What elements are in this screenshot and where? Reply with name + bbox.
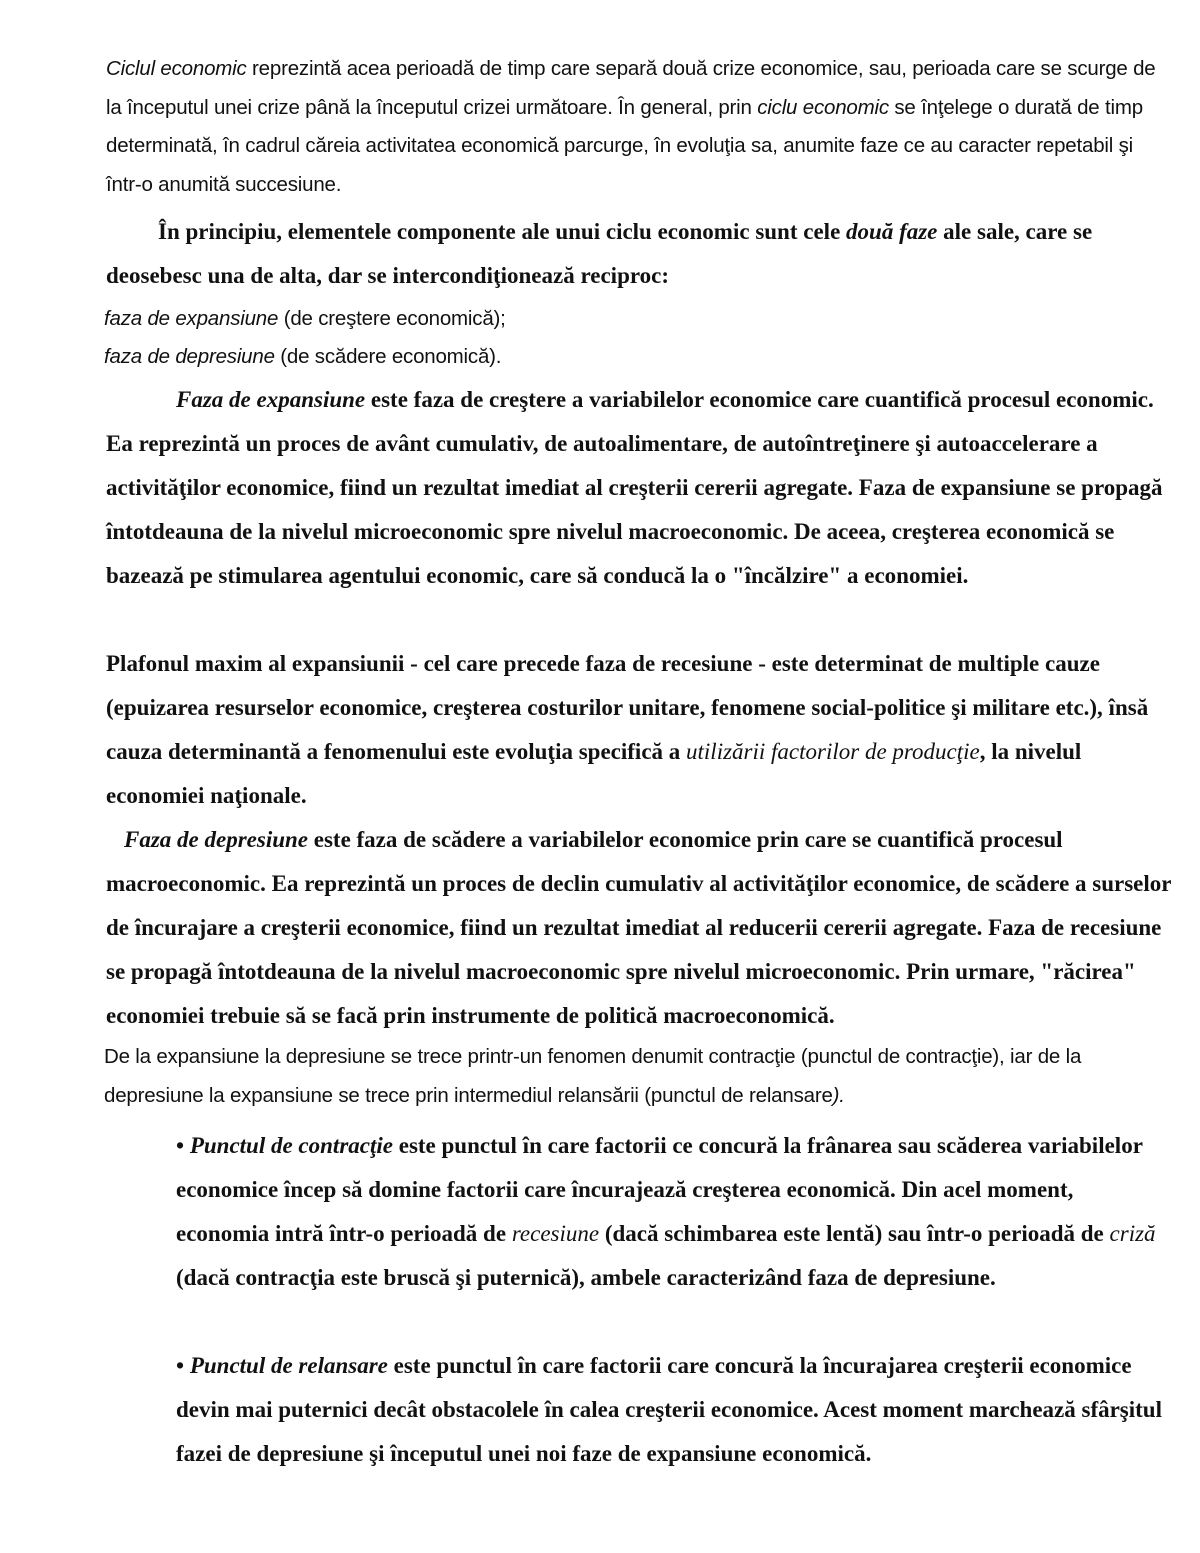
bullet-icon: •	[176, 1133, 190, 1158]
phase-term: faza de expansiune	[104, 307, 279, 330]
bullet-text-part2: (dacă schimbarea este lentă) sau într-o perioadă de	[599, 1221, 1110, 1246]
bullet-text-part1: este punctul în care factorii ce concură la frânarea sau scăderea variabilelor economice încep să domine factorii care încurajează creşterea economică. Din acel moment, economia intră într-o perioadă de	[176, 1133, 1143, 1246]
transition-paragraph	[104, 1038, 1170, 1115]
transition-text-part2: ).	[832, 1083, 845, 1107]
intro-term-ciclu-economic: ciclu economic	[757, 95, 889, 119]
phase-list-item-expansion	[104, 300, 1170, 339]
bullet-text-part3: (dacă contracţia este bruscă şi puternică), ambele caracterizând faza de depresiune.	[176, 1265, 996, 1290]
expansion-text: este faza de creştere a variabilelor economice care cuantifică procesul economic. Ea reprezintă un proces de avânt cumulativ, de autoalimentare, de autoîntreţinere şi autoaccelerare a activităţilor economice, fiind un rezultat imediat al creşterii cererii agregate. Faza de expansiune se propagă întotdeauna de la nivelul microeconomic spre nivelul macroeconomic. De aceea, creşterea economică se bazează pe stimularea agentului economic, care să conducă la o "încălzire" a economiei.	[106, 387, 1163, 588]
phase-note: (de scădere economică).	[274, 345, 502, 368]
expansion-paragraph	[106, 378, 1172, 598]
ceiling-text-part2: , la nivelul economiei naţionale.	[106, 739, 1082, 808]
intro-term-ciclul-economic: Ciclul economic	[106, 57, 247, 80]
ceiling-text-part1: Plafonul maxim al expansiunii - cel care precede faza de recesiune - este determinat de multiple cauze (epuizarea resurselor economice, creşterea costurilor unitare, fenomene social-politice şi militare etc.), însă cauza determinantă a fenomenului este evoluţia specifică a	[106, 651, 1149, 764]
expansion-term: Faza de expansiune	[176, 387, 366, 412]
bullet-emphasis-criza: criză	[1109, 1221, 1156, 1246]
depression-text: este faza de scădere a variabilelor economice prin care se cuantifică procesul macroeconomic. Ea reprezintă un proces de declin cumulativ al activităţilor economice, de scădere a surselor de încurajare a creşterii economice, fiind un rezultat imediat al reducerii cererii agregate. Faza de recesiune se propagă întotdeauna de la nivelul macroeconomic spre nivelul microeconomic. Prin urmare, "răcirea" economiei trebuie să se facă prin instrumente de politică macroeconomică.	[106, 827, 1172, 1028]
phase-term: faza de depresiune	[104, 345, 275, 368]
intro-text-part1: reprezintă acea perioadă de timp care separă două crize economice, sau, perioada care se scurge de la începutul unei crize până la începutul crizei următoare. În general, prin	[106, 57, 1156, 119]
phase-note: (de creştere economică);	[278, 307, 506, 330]
principle-text-part1: În principiu, elementele componente ale unui ciclu economic sunt cele	[158, 219, 847, 244]
depression-term: Faza de depresiune	[124, 827, 308, 852]
bullet-term: Punctul de relansare	[189, 1353, 388, 1378]
intro-text-part2: se înţelege o durată de timp determinată, în cadrul căreia activitatea economică parcurge, în evoluţia sa, anumite faze ce au caracter repetabil şi într-o anumită succesiune.	[106, 95, 1143, 196]
principle-paragraph	[106, 210, 1172, 298]
transition-text-part1: De la expansiune la depresiune se trece printr-un fenomen denumit contracţie (punctul de contracţie), iar de la depresiune la expansiune se trece prin intermediul relansării (punctul de relansare	[104, 1045, 1082, 1107]
bullet-contraction-point	[176, 1124, 1172, 1300]
depression-paragraph	[106, 818, 1172, 1038]
bullet-term: Punctul de contracţie	[189, 1133, 393, 1158]
intro-paragraph	[106, 50, 1172, 204]
principle-emphasis: două faze	[846, 219, 938, 244]
bullet-relaunch-point	[176, 1344, 1172, 1476]
bullet-emphasis-recesiune: recesiune	[511, 1221, 600, 1246]
ceiling-paragraph	[106, 642, 1172, 818]
principle-text-part2: ale sale, care se deosebesc una de alta, dar se intercondiţionează reciproc:	[106, 219, 1093, 288]
bullet-icon: •	[176, 1353, 190, 1378]
ceiling-emphasis: utilizării factorilor de producţie	[686, 739, 980, 764]
phase-list-item-depression	[104, 338, 1170, 377]
bullet-text-part1: este punctul în care factorii care concură la încurajarea creşterii economice devin mai puternici decât obstacolele în calea creşterii economice. Acest moment marchează sfârşitul fazei de depresiune şi începutul unei noi faze de expansiune economică.	[176, 1353, 1162, 1466]
